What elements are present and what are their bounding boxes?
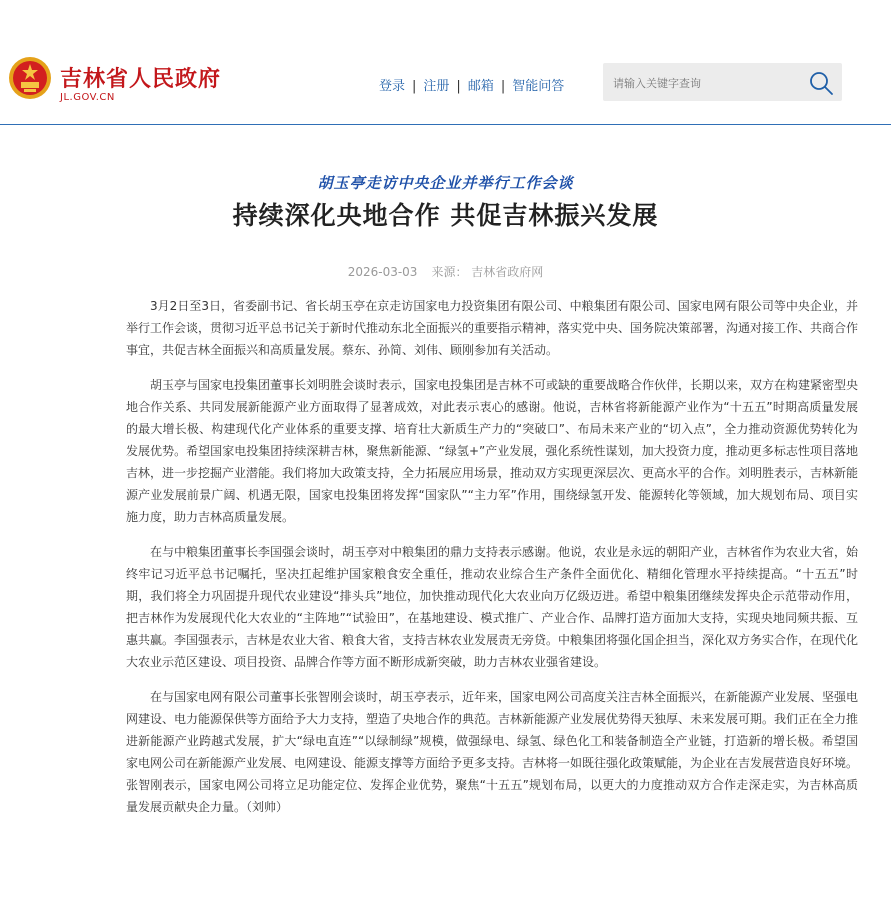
register-link[interactable]: 注册 [423, 79, 450, 94]
article-title: 持续深化央地合作 共促吉林振兴发展 [232, 201, 659, 230]
search-icon[interactable] [808, 70, 834, 96]
smart-qa-link[interactable]: 智能问答 [512, 79, 565, 94]
site-title[interactable]: 吉林省人民政府 [60, 67, 222, 92]
search-box [603, 63, 842, 101]
site-domain: JL.GOV.CN [60, 92, 115, 103]
login-link[interactable]: 登录 [379, 79, 406, 94]
article-source: 来源： 吉林省政府网 [431, 265, 544, 279]
article-meta [0, 263, 891, 280]
site-header [0, 0, 891, 125]
mailbox-link[interactable]: 邮箱 [467, 79, 494, 94]
nav-divider: | [412, 79, 417, 94]
article-paragraph: 在与中粮集团董事长李国强会谈时，胡玉亭对中粮集团的鼎力支持表示感谢。他说，农业是永远的朝阳产业，吉林省作为农业大省，始终牢记习近平总书记嘱托，坚决扛起维护国家粮食安全重任，推动农业综合生产条件全面优化、精细化管理水平持续提高。“十五五”时期，我们将全力巩固提升现代农业建设“排头兵”地位，加快推动现代化大农业向万亿级迈进。希望中粮集团继续发挥央企示范带动作用，把吉林作为发展现代化大农业的“主阵地”“试验田”，在基地建设、模式推广、产业合作、品牌打造方面加大支持，实现央地同频共振、互惠共赢。李国强表示，吉林是农业大省、粮食大省，支持吉林农业发展责无旁贷。中粮集团将强化国企担当，深化双方务实合作，在现代化大农业示范区建设、项目投资、品牌合作等方面不断形成新突破，助力吉林农业强省建设。 [126, 545, 859, 669]
national-emblem-icon[interactable] [8, 56, 52, 100]
article-body [126, 295, 858, 831]
top-nav [379, 75, 564, 94]
search-input[interactable] [611, 72, 805, 94]
article-subtitle: 胡玉亭走访中央企业并举行工作会谈 [317, 174, 574, 192]
nav-divider: | [500, 79, 506, 94]
nav-divider: | [456, 79, 461, 94]
article-paragraph: 在与国家电网有限公司董事长张智刚会谈时，胡玉亭表示，近年来，国家电网公司高度关注吉林全面振兴，在新能源产业发展、坚强电网建设、电力能源保供等方面给予大力支持，塑造了央地合作的典范。吉林新能源产业发展优势得天独厚、未来发展可期。我们正在全力推进新能源产业跨越式发展，扩大“绿电直连”“以绿制绿”规模，做强绿电、绿氢、绿色化工和装备制造全产业链，打造新的增长极。希望国家电网公司在新能源产业发展、电网建设、能源支撑等方面给予更多支持。吉林将一如既往强化政策赋能，为企业在吉发展营造良好环境。张智刚表示，国家电网公司将立足功能定位、发挥企业优势，聚焦“十五五”规划布局，以更大的力度推动双方合作走深走实，为吉林高质量发展贡献央企力量。（刘帅） [126, 690, 859, 814]
article-paragraph: 3月2日至3日，省委副书记、省长胡玉亭在京走访国家电力投资集团有限公司、中粮集团有限公司、国家电网有限公司等中央企业，并举行工作会谈，贯彻习近平总书记关于新时代推动东北全面振兴的重要指示精神，落实党中央、国务院决策部署，沟通对接工作、共商合作事宜，共促吉林全面振兴和高质量发展。蔡东、孙简、刘伟、顾刚参加有关活动。 [126, 299, 859, 357]
article-date: 2026-03-03 [347, 265, 418, 279]
article-paragraph: 胡玉亭与国家电投集团董事长刘明胜会谈时表示，国家电投集团是吉林不可或缺的重要战略合作伙伴，长期以来，双方在构建紧密型央地合作关系、共同发展新能源产业方面取得了显著成效，对此表示衷心的感谢。他说，吉林省将新能源产业作为“十五五”时期高质量发展的最大增长极、构建现代化产业体系的重要支撑、培育壮大新质生产力的“突破口”、布局未来产业的“切入点”，全力推动资源优势转化为发展优势。希望国家电投集团持续深耕吉林，聚焦新能源、“绿氢+”产业发展，强化系统性谋划，加大投资力度，推动更多标志性项目落地吉林，进一步挖掘产业潜能。我们将加大政策支持，全力拓展应用场景，推动双方实现更深层次、更高水平的合作。刘明胜表示，吉林新能源产业发展前景广阔、机遇无限，国家电投集团将发挥“国家队”“主力军”作用，围绕绿氢开发、能源转化等领域，加大规划布局、项目实施力度，助力吉林高质量发展。 [126, 378, 859, 524]
